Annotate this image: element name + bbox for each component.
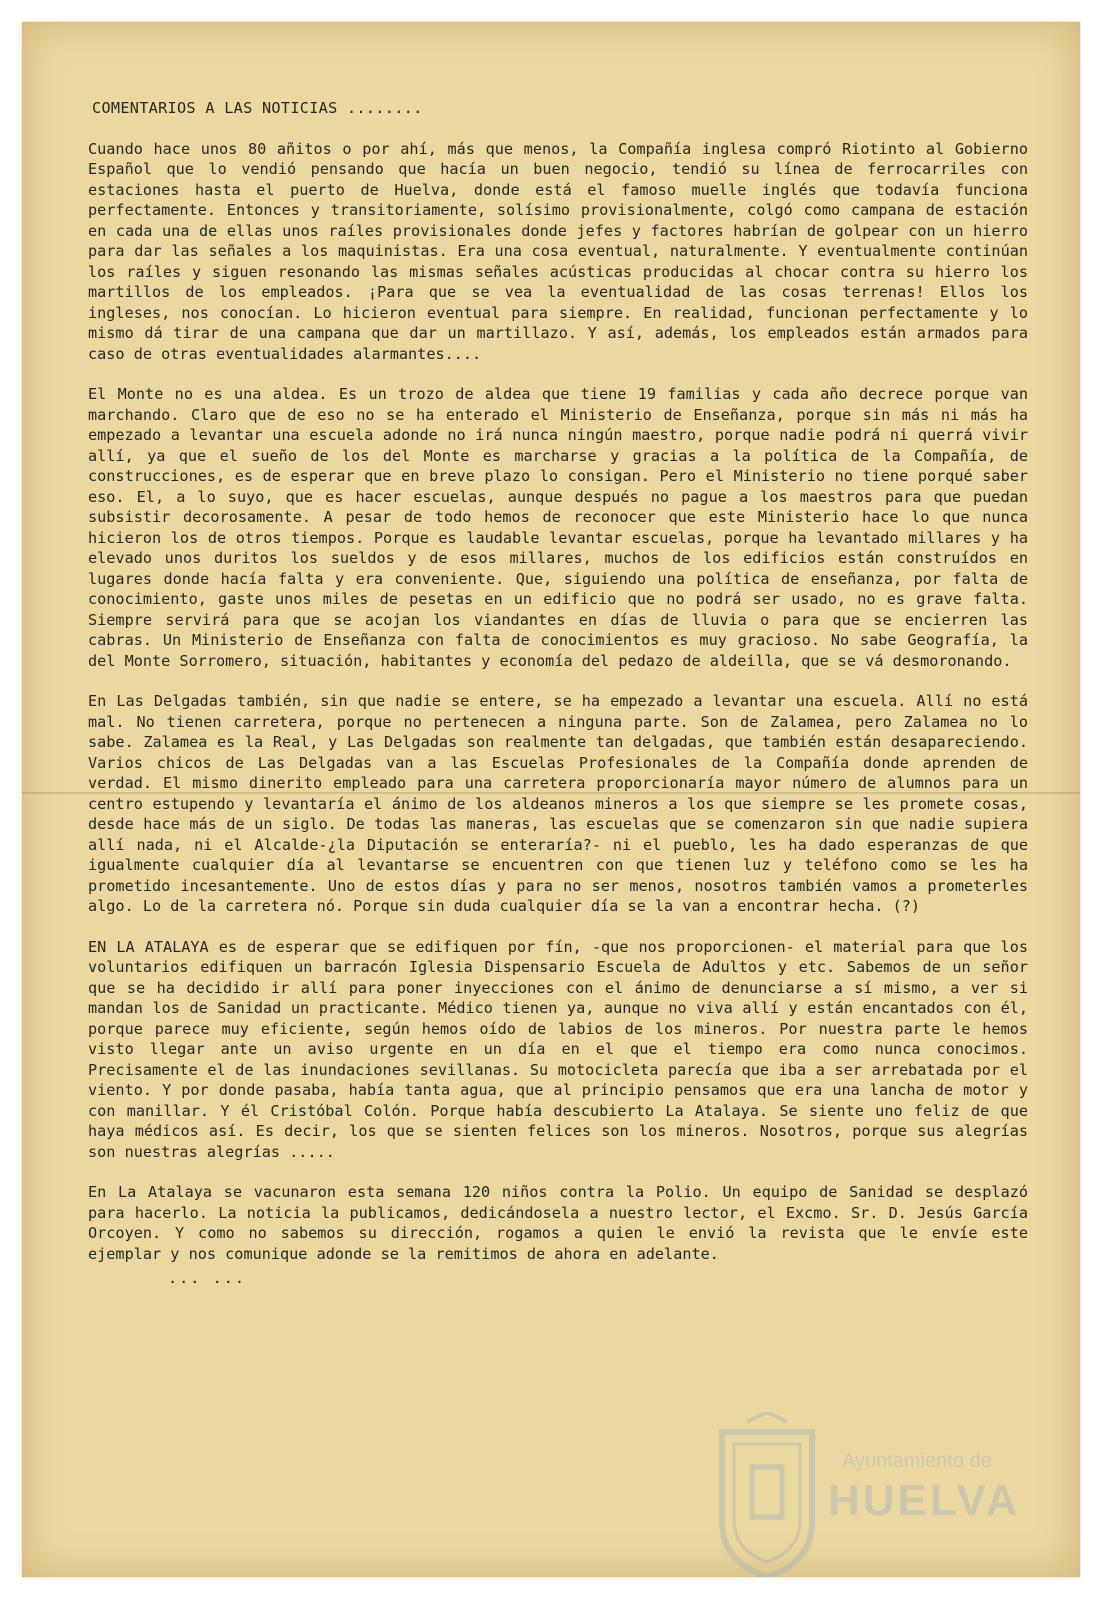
watermark-line2: HUELVA <box>828 1476 1021 1525</box>
typed-text-body <box>88 98 1028 1289</box>
watermark-logo <box>712 1412 1052 1577</box>
paragraph-riotinto: Cuando hace unos 80 añitos o por ahí, más que menos, la Compañía inglesa compró Riotinto al Gobierno Español que lo vendió pensando que hacía un buen negocio, tendió su línea de ferrocarriles con estaciones hasta el puerto de Huelva, donde está el famoso muelle inglés que todavía funciona perfectamente. Entonces y transitoriamente, solísimo provisionalmente, colgó como campana de estación en cada una de ellas unos raíles provisionales donde jefes y factores habrían de golpear con un hierro para dar las señales a los maquinistas. Era una cosa eventual, naturalmente. Y eventualmente continúan los raíles y siguen resonando las mismas señales acústicas producidas al chocar contra su hierro los martillos de los empleados. ¡Para que se vea la eventualidad de las cosas terrenas! Ellos los ingleses, nos conocían. Lo hicieron eventual para siempre. En realidad, funcionan perfectamente y lo mismo dá tirar de una campana que dar un martillazo. Y así, además, los empleados están armados para caso de otras eventualidades alarmantes.... <box>88 139 1028 363</box>
watermark-line1: Ayuntamiento de <box>842 1450 992 1472</box>
closing-ellipsis: ... ... <box>168 1269 247 1287</box>
document-heading: COMENTARIOS A LAS NOTICIAS ........ <box>92 99 423 117</box>
paragraph-vacunacion: En La Atalaya se vacunaron esta semana 120 niños contra la Polio. Un equipo de Sanidad se desplazó para hacerlo. La noticia la publicamos, dedicándosela a nuestro lector, el Excmo. Sr. D. Jesús García Orcoyen. Y como no sabemos su dirección, rogamos a quien le envió la revista que le envíe este ejemplar y nos comunique adonde se la remitimos de ahora en adelante. <box>88 1183 1028 1263</box>
paragraph-las-delgadas: En Las Delgadas también, sin que nadie se entere, se ha empezado a levantar una escuela. Allí no está mal. No tienen carretera, porque no pertenecen a ninguna parte. Son de Zalamea, pero Zalamea no lo sabe. Zalamea es la Real, y Las Delgadas son realmente tan delgadas, que también están desapareciendo. Varios chicos de Las Delgadas van a las Escuelas Profesionales de la Compañía donde aprenden de verdad. El mismo dinerito empleado para una carretera proporcionaría mayor número de alumnos para un centro estupendo y levantaría el ánimo de los aldeanos mineros a los que siempre se les promete cosas, desde hace más de un siglo. De todas las maneras, las escuelas que se comenzaron sin que nadie supiera allí nada, ni el Alcalde-¿la Diputación se enteraría?- ni el pueblo, les ha dado esperanzas de que igualmente cualquier día al levantarse se encuentren con que tienen luz y teléfono como se les ha prometido incesantemente. Uno de estos días y para no ser menos, nosotros también vamos a prometerles algo. Lo de la carretera nó. Porque sin duda cualquier día se la van a encontrar hecha. (?) <box>88 692 1028 915</box>
paragraph-la-atalaya: EN LA ATALAYA es de esperar que se edifiquen por fín, -que nos proporcionen- el material para que los voluntarios edifiquen un barracón Iglesia Dispensario Escuela de Adultos y etc. Sabemos de un señor que se ha decidido ir allí para poner inyecciones con el ánimo de denunciarse a sí mismo, a ver si mandan los de Sanidad un practicante. Médico tienen ya, aunque no viva allí y están encantados con él, porque parece muy eficiente, según hemos oído de labios de los mineros. Por nuestra parte le hemos visto llegar ante un aviso urgente en un día en el que el tiempo era como nunca conocimos. Precisamente el de las inundaciones sevillanas. Su motocicleta parecía que iba a ser arrebatada por el viento. Y por donde pasaba, había tanta agua, que al principio pensamos que era una lancha de motor y con manillar. Y él Cristóbal Colón. Porque había descubierto La Atalaya. Se siente uno feliz de que haya médicos así. Es decir, los que se sienten felices son los mineros. Nosotros, porque sus alegrías son nuestras alegrías ..... <box>88 937 1028 1161</box>
coat-of-arms-icon <box>712 1412 822 1577</box>
paragraph-el-monte: El Monte no es una aldea. Es un trozo de aldea que tiene 19 familias y cada año decrece porque van marchando. Claro que de eso no se ha enterado el Ministerio de Enseñanza, porque sin más ni más ha empezado a levantar una escuela adonde no irá nunca ningún maestro, porque nadie podrá ni querrá vivir allí, ya que el sueño de los del Monte es marcharse y gracias a la política de la Compañía, de construcciones, es de esperar que en breve plazo lo consigan. Pero el Ministerio no tiene porqué saber eso. El, a lo suyo, que es hacer escuelas, aunque después no pague a los maestros para que puedan subsistir decorosamente. A pesar de todo hemos de reconocer que este Ministerio hace lo que nunca hicieron los de otros tiempos. Porque es laudable levantar escuelas, porque ha levantado millares y ha elevado unos duritos los sueldos y de esos millares, muchos de los edificios están construídos en lugares donde hacía falta y era conveniente. Que, siguiendo una política de enseñanza, por falta de conocimiento, gaste unos miles de pesetas en un edificio que no podrá ser usado, no es grave falta. Siempre servirá para que se acojan los viandantes en días de lluvia o para que se encierren las cabras. Un Ministerio de Enseñanza con falta de conocimientos es muy gracioso. No sabe Geografía, la del Monte Sorromero, situación, habitantes y economía del pedazo de aldeilla, que se vá desmoronando. <box>88 385 1028 670</box>
paper-sheet <box>22 22 1080 1577</box>
